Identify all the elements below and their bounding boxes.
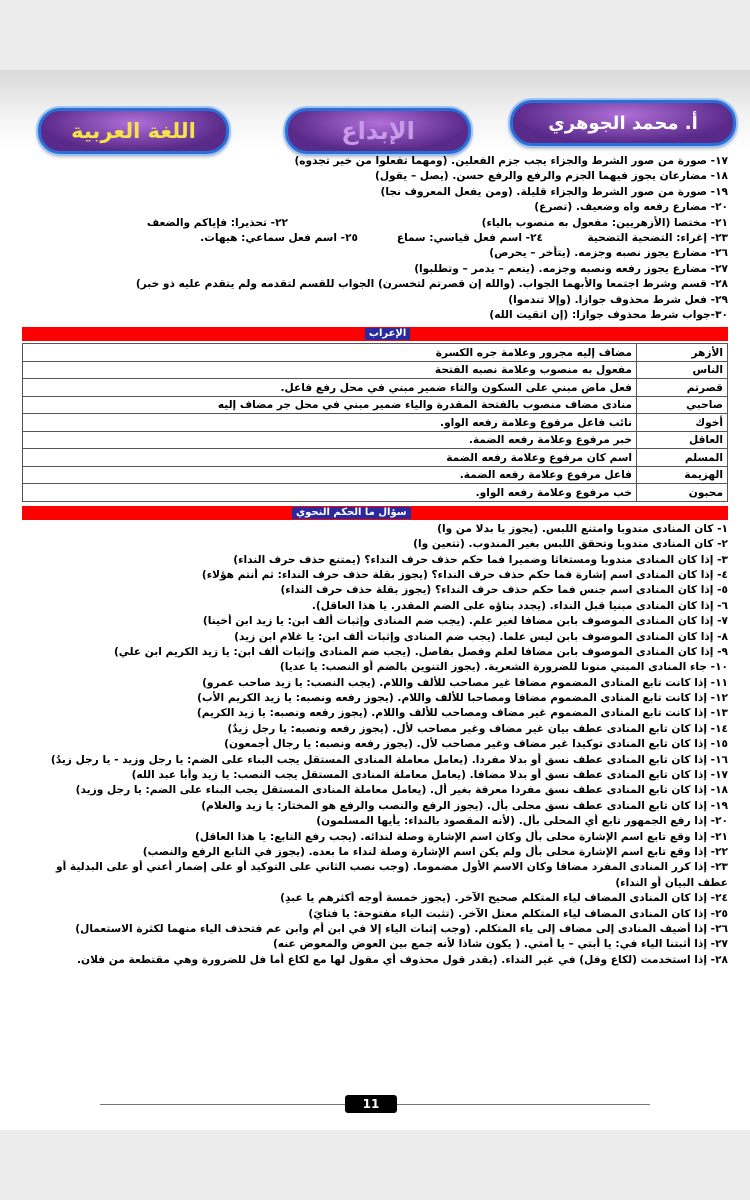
question-line: ١٥- إذا كان تابع المنادى توكيدا غير مضاف وغير مصاحب لأل. (يجوز رفعه ونصبه: يا رجال أجمعون): [224, 738, 728, 751]
table-row: [23, 344, 728, 362]
table-row: [23, 431, 728, 449]
irab-empty-cell: [23, 344, 214, 362]
irab-word: أخوك: [637, 414, 728, 432]
irab-desc: فعل ماض مبني على السكون والتاء ضمير مبني في محل رفع فاعل.: [214, 379, 637, 397]
irab-word: الأزهر: [637, 344, 728, 362]
irab-desc: خبر مرفوع وعلامة رفعه الضمة.: [214, 431, 637, 449]
page-number: 11: [345, 1095, 397, 1113]
irab-desc: اسم كان مرفوع وعلامة رفعه الضمة: [214, 449, 637, 467]
irab-empty-cell: [23, 379, 214, 397]
question-line: ٩- إذا كان المنادى الموصوف بابن مضافا لعلم وفصل بفاصل. (يجب ضم المنادى وإثبات ألف ابن: يا زيد الكريم ابن علي): [113, 645, 728, 658]
author-badge: أ. محمد الجوهري: [510, 100, 736, 146]
example-line: ٢٨- قسم وشرط اجتمعا والأبهما الجواب. (والله إن قصرتم لتخسرن) الجواب للقسم لتقدمه ولم يتقدم عليه ذو خبر): [135, 278, 728, 291]
question-line: ١٤- إذا كان تابع المنادى عطف بيان غير مضاف وغير مصاحب لأل. (يجوز رفعه ونصبه: يا رجل زيدٌ): [227, 722, 728, 735]
question-line: ١٧- إذا كان تابع المنادى عطف نسق أو بدلا مضافا. (يعامل معاملة المنادى المستقل يجب النصب: يا زيد وأبا عبد الله): [131, 769, 728, 782]
example-line: ١٧- صورة من صور الشرط والجزاء يجب جزم الفعلين. (ومهما تفعلوا من خير تجدوه): [294, 155, 728, 167]
irab-desc: مضاف إليه مجرور وعلامة جره الكسرة: [214, 344, 637, 362]
header-band: [0, 70, 750, 150]
question-line: ٢٦- إذا أضيف المنادى إلى مضاف إلى ياء المتكلم. (وجب إثبات الياء إلا في ابن أم وابن عم فتحذف الياء منهما لكثرة الاستعمال): [75, 922, 728, 935]
irab-desc: منادى مضاف منصوب بالفتحة المقدرة والياء ضمير مبني في محل جر مضاف إليه: [214, 396, 637, 414]
irab-word: العاقل: [637, 431, 728, 449]
irab-table: [22, 343, 728, 502]
irab-word: محبون: [637, 484, 728, 502]
question-line: ٦- إذا كان المنادى مبنيا قبل النداء. (يجدد بناؤه على الضم المقدر. يا هذا العاقل).: [311, 599, 728, 612]
irab-word: الناس: [637, 361, 728, 379]
example-line: ٣٠-جواب شرط محذوف جوازا: (إن اتقيت الله): [489, 308, 728, 321]
table-row: [23, 449, 728, 467]
example-line: ٢٦- مضارع يجوز نصبه وجزمه. (يتأخر – يحرص): [489, 247, 728, 260]
table-row: [23, 414, 728, 432]
example-line: ٢٠- مضارع رفعه واه وضعيف. (تصرع): [534, 201, 728, 214]
irab-word: الهزيمة: [637, 466, 728, 484]
subject-badge: اللغة العربية: [38, 108, 229, 154]
irab-section-bar: [22, 327, 728, 341]
example-line-triple: [22, 231, 728, 246]
question-line: ٢- كان المنادى مندوبا وتحقق اللبس بغير المندوب. (تتعين وا): [413, 538, 728, 551]
example-item: ٢٤- اسم فعل قياسي: سماع: [396, 231, 543, 244]
question-line: ١٩- إذا كان تابع المنادى عطف نسق محلى بأل. (يجوز الرفع والنصب والرفع هو المختار: يا زيد والغلام): [201, 799, 728, 812]
table-row: [23, 396, 728, 414]
bottom-margin: [0, 1130, 750, 1200]
table-row: [23, 379, 728, 397]
question-line: ١١- إذا كانت تابع المنادى المضموم مضافا غير مصاحب للألف واللام. (يجب النصب: يا زيد صاحب عمرو): [202, 676, 728, 689]
question-line: ٧- إذا كان المنادى الموصوف بابن مضافا لغير علم. (يجب ضم المنادى وإثبات ألف ابن: يا زيد ابن أخينا): [202, 615, 728, 628]
question-line: عطف البيان أو النداء): [615, 876, 728, 889]
question-line: ٢٣- إذا كرر المنادى المفرد مضافا وكان الاسم الأول مضموما. (وجب نصب الثاني على التوكيد أو على إضمار أعني أو على البدلية أو: [56, 861, 728, 874]
irab-section-label: الإعراب: [365, 328, 410, 340]
table-row: [23, 466, 728, 484]
irab-empty-cell: [23, 431, 214, 449]
question-line: ١- كان المنادى مندوبا وامتنع اللبس. (يجوز يا بدلا من وا): [437, 522, 728, 535]
question-line: ٣- إذا كان المنادى مندوبا ومستغاثا وضميرا فما حكم حذف حرف النداء؟ (يمتنع حذف حرف النداء): [233, 553, 728, 566]
page-content: [22, 154, 728, 968]
irab-empty-cell: [23, 361, 214, 379]
question-line: ١٣- إذا كانت تابع المنادى المضموم غير مضاف ومصاحب للألف واللام. (يجوز رفعه ونصبه: يا زيد الكريم): [196, 707, 728, 720]
example-line: ١٨- مضارعان يجوز فيهما الجزم والرفع والرفع حسن. (يصل – يقول): [374, 170, 728, 183]
irab-desc: مفعول به منصوب وعلامة نصبه الفتحة: [214, 361, 637, 379]
example-line: ٢٩- فعل شرط محذوف جوازا. (وإلا تندموا): [508, 293, 728, 306]
irab-empty-cell: [23, 466, 214, 484]
example-line-pair: [22, 216, 728, 231]
irab-word: صاحبي: [637, 396, 728, 414]
example-item: ٢١- مختصا (الأزهريين: مفعول به منصوب بالياء): [481, 216, 728, 229]
question-line: ٢١- إذا وقع تابع اسم الإشارة محلى بأل وكان اسم الإشارة وصلة لندائه. (يجب رفع التابع: يا هذا العاقل): [195, 830, 728, 843]
example-item: ٢٥- اسم فعل سماعي: هيهات.: [200, 231, 358, 244]
question-line: ٢٨- إذا استخدمت (لكاع وفل) في غير النداء. (يقدر قول محذوف أي مقول لها مع لكاع أما فل للضرورة وهي مقتطعة من فلان.: [77, 953, 728, 966]
questions-section-bar: [22, 506, 728, 520]
example-item: ٢٢- تحذيرا: فإياكم والضعف: [146, 216, 288, 229]
question-line: ٨- إذا كان المنادى الموصوف بابن ليس علما. (يجب ضم المنادى وإثبات ألف ابن: يا غلام ابن زيد): [234, 630, 728, 643]
irab-desc: خب مرفوع وعلامة رفعه الواو.: [214, 484, 637, 502]
irab-word: قصرتم: [637, 379, 728, 397]
title-badge: الإبداع: [285, 108, 471, 154]
question-line: ٥- إذا كان المنادى اسم جنس فما حكم حذف حرف النداء؟ (يجوز بقلة حذف حرف النداء): [280, 584, 728, 597]
page-sheet: [0, 70, 750, 1130]
irab-desc: نائب فاعل مرفوع وعلامة رفعه الواو.: [214, 414, 637, 432]
question-line: ٤- إذا كان المنادى اسم إشارة فما حكم حذف حرف النداء؟ (يجوز بقلة حذف حرف النداء: ثم أنتم هؤلاء): [201, 568, 728, 581]
example-line: ٢٧- مضارع يجوز رفعه ونصبه وجزمه. (ينعم – يدمر – وتطلبوا): [414, 262, 728, 275]
irab-empty-cell: [23, 414, 214, 432]
irab-desc: فاعل مرفوع وعلامة رفعه الضمة.: [214, 466, 637, 484]
question-line: ٢٥- إذا كان المنادى المضاف لياء المتكلم معتل الآخر. (تثبت الياء مفتوحة: يا فتايَ): [308, 907, 728, 920]
question-line: ١٦- إذا كان تابع المنادى عطف نسق أو بدلا مفردا. (يعامل معاملة المنادى المستقل يجب البناء على الضم: يا رجل وزيد - يا رجل زيدُ): [50, 753, 728, 766]
question-line: ٢٧- إذا أثبتنا الياء في: يا أبتي – يا أمتي. ( يكون شاذا لأنه جمع بين العوض والمعوض عنه): [272, 938, 728, 951]
irab-empty-cell: [23, 484, 214, 502]
table-row: [23, 484, 728, 502]
question-line: ١٨- إذا كان تابع المنادى عطف نسق مفردا معرفة بغير أل. (يعامل معاملة المنادى المستقل يجب البناء على الضم: يا رجل وزيد): [75, 784, 728, 797]
irab-word: المسلم: [637, 449, 728, 467]
questions-section-label: سؤال ما الحكم النحوي: [292, 507, 411, 519]
question-line: ١٢- إذا كانت تابع المنادى المضموم مضافا ومصاحبا للألف واللام. (يجوز رفعه ونصبه: يا زيد الكريم الأب): [197, 692, 728, 705]
question-line: ٢٤- إذا كان المنادى المضاف لياء المتكلم صحيح الآخر. (يجوز خمسة أوجه أكثرهم يا عبدِ): [280, 892, 728, 905]
example-line: ١٩- صورة من صور الشرط والجزاء قليلة. (ومن يفعل المعروف نجا): [380, 185, 728, 198]
table-row: [23, 361, 728, 379]
irab-empty-cell: [23, 449, 214, 467]
example-item: ٢٣- إغراء: التضحية التضحية: [587, 231, 728, 244]
question-line: ٢٢- إذا وقع تابع اسم الإشارة محلى بأل ولم يكن اسم الإشارة وصلة لنداء ما بعده. (يجوز في التابع الرفع والنصب): [142, 846, 728, 858]
irab-empty-cell: [23, 396, 214, 414]
question-line: ٢٠- إذا رفع الجمهور تابع أي المحلى بأل. (لأنه المقصود بالنداء: يأيها المسلمون): [316, 815, 728, 828]
question-line: ١٠- جاء المنادى المبني منونا للضرورة الشعرية. (يجوز التنوين بالضم أو النصب: يا عديا): [279, 661, 728, 674]
